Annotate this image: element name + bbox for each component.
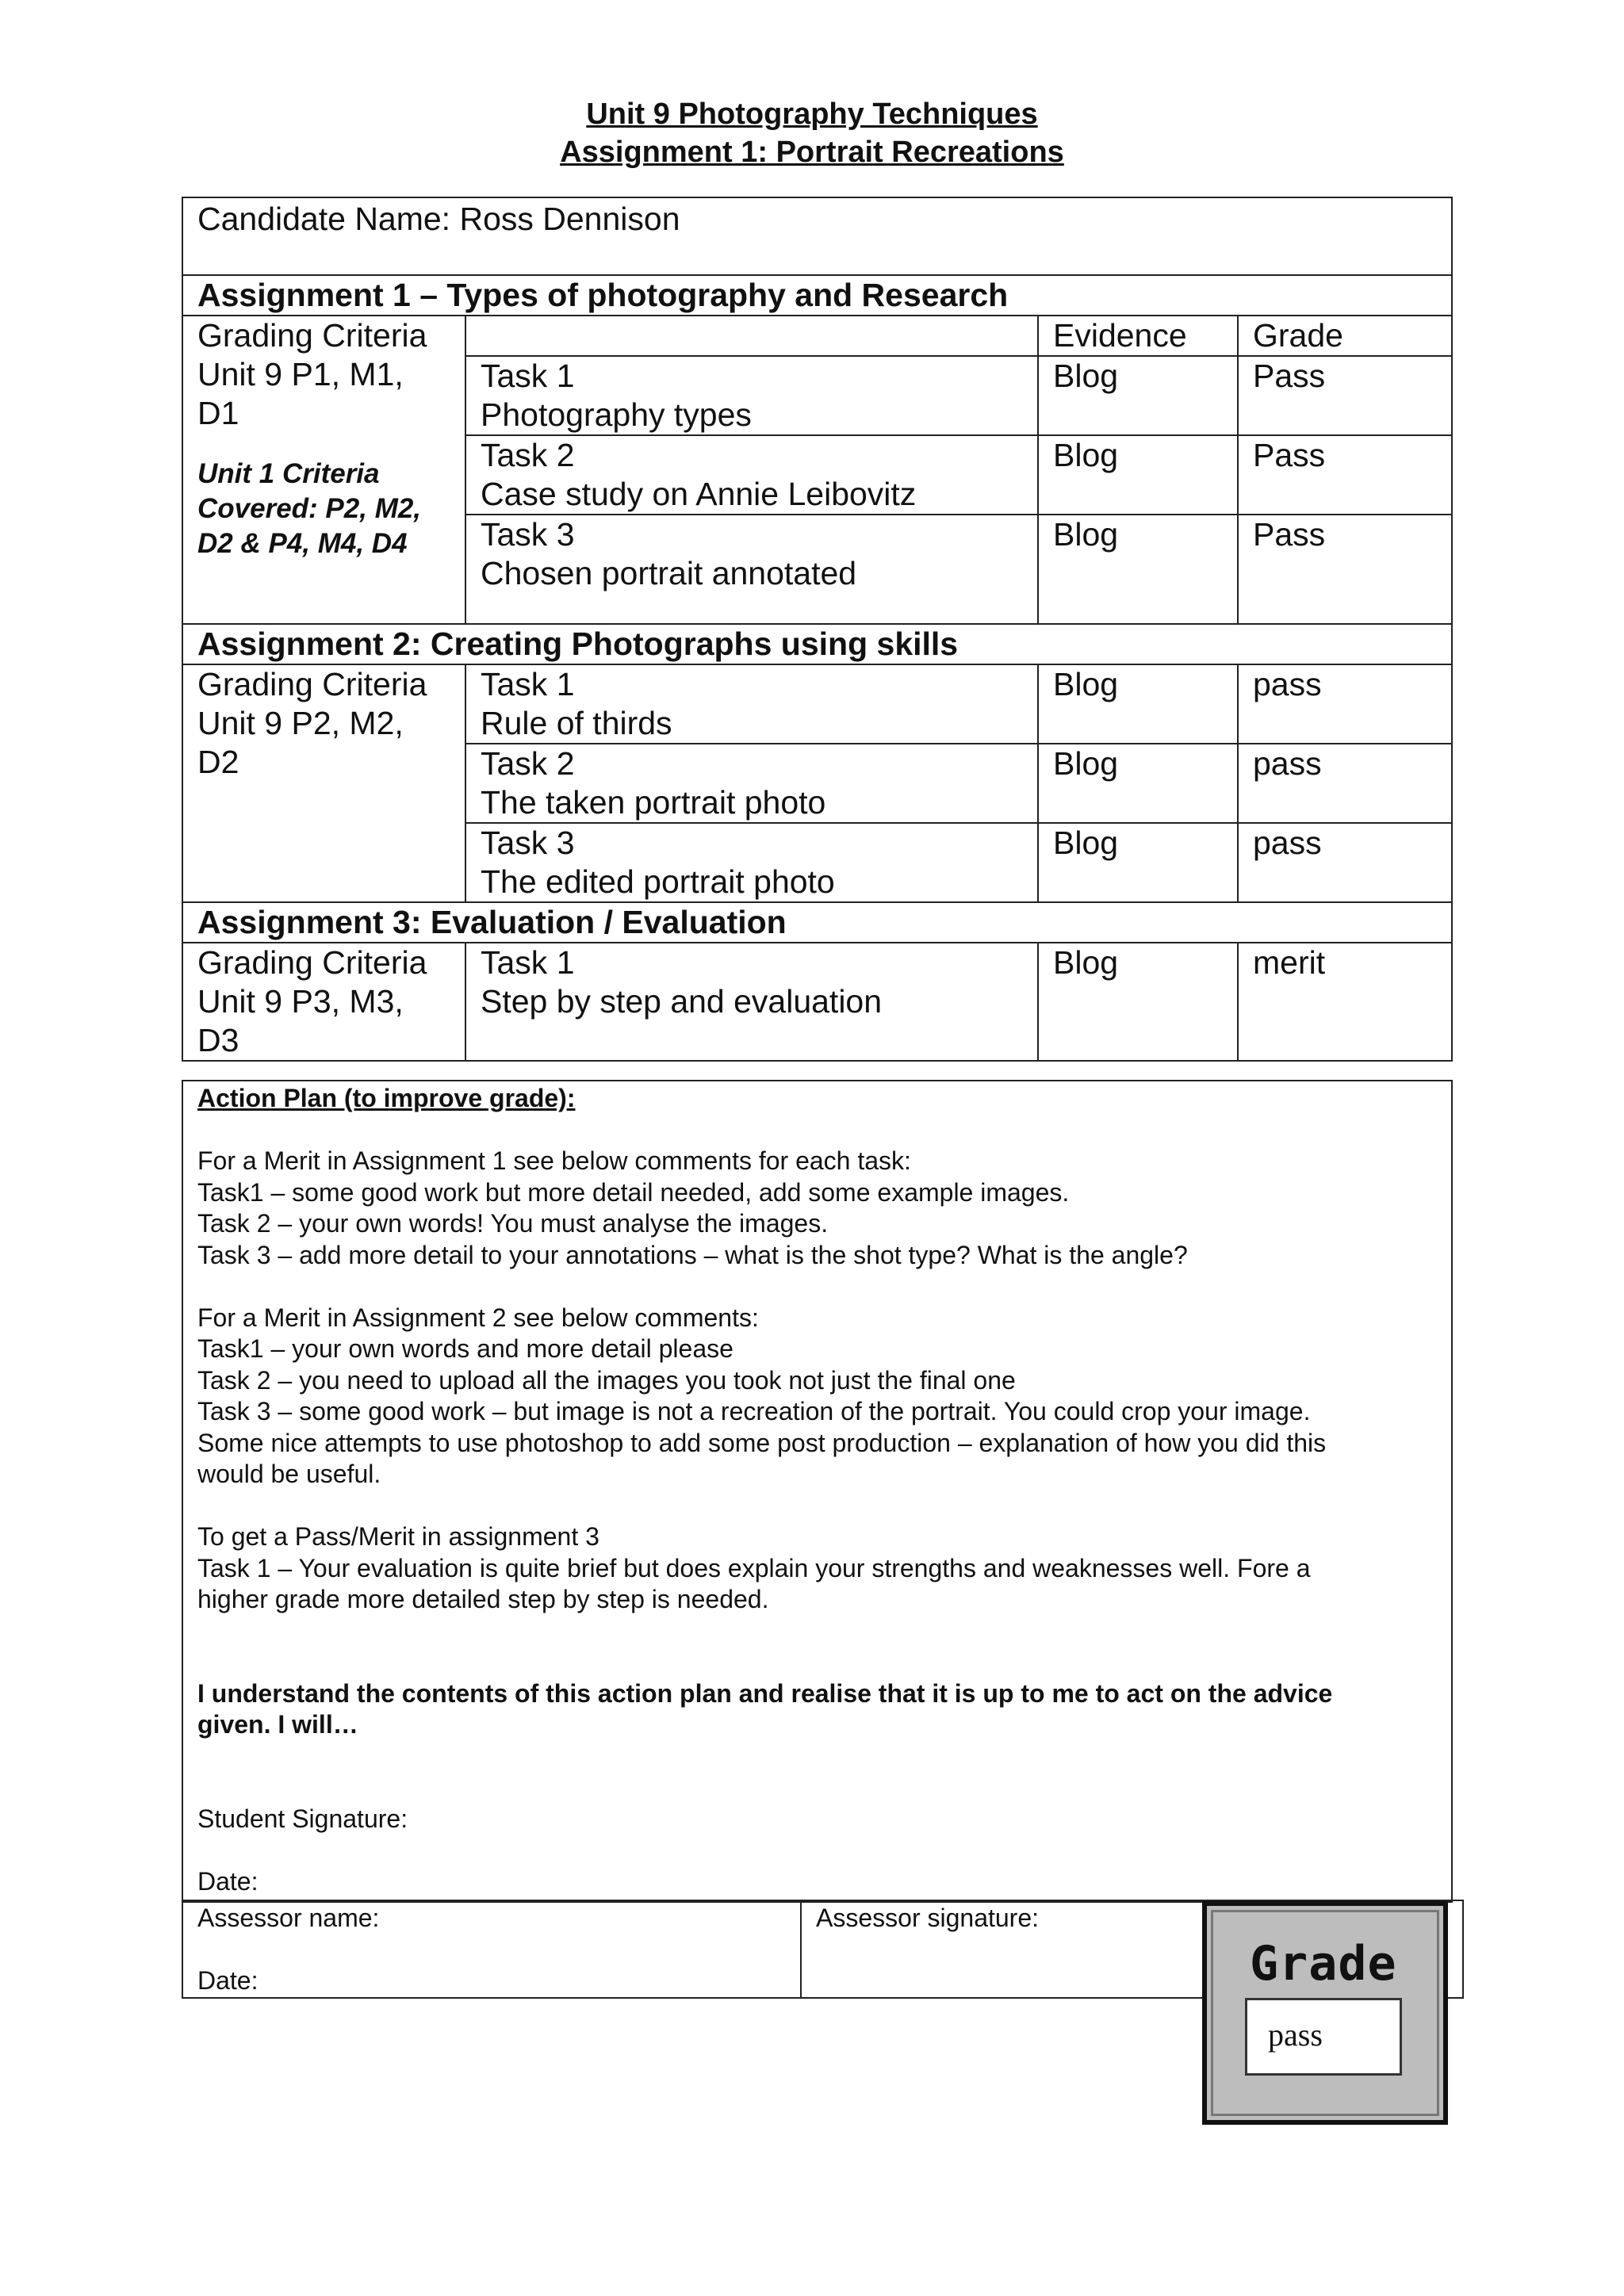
task-evidence: Blog <box>1038 664 1238 744</box>
assignment3-heading-row <box>182 902 1452 943</box>
task-grade: pass <box>1238 823 1452 902</box>
criteria-line: D3 <box>197 1022 239 1058</box>
grade-stamp-value: pass <box>1268 2017 1323 2053</box>
task-description: Case study on Annie Leibovitz <box>481 476 917 512</box>
assessor-date-label: Date: <box>197 1966 259 1995</box>
action-plan-line: higher grade more detailed step by step is needed. <box>197 1585 769 1613</box>
action-plan <box>182 1080 1453 1903</box>
action-plan-line: To get a Pass/Merit in assignment 3 <box>197 1522 599 1551</box>
task-grade: Pass <box>1238 515 1452 624</box>
action-plan-line: Task 2 – your own words! You must analyse the images. <box>197 1209 829 1238</box>
action-plan-line: Task 3 – add more detail to your annotations – what is the shot type? What is the angle? <box>197 1240 1188 1269</box>
unit1-criteria-line: Unit 1 Criteria <box>197 458 380 489</box>
criteria-line: D2 <box>197 744 239 780</box>
action-plan-heading: Action Plan (to improve grade): <box>197 1084 576 1112</box>
assessor-name-cell <box>182 1900 801 1998</box>
task-name: Task 1 <box>481 944 575 981</box>
criteria-line: Unit 9 P1, M1, <box>197 356 404 392</box>
assignment3-criteria <box>182 943 465 1061</box>
action-plan-line: Task 1 – Your evaluation is quite brief but does explain your strengths and weaknesses well. Fore a <box>197 1553 1311 1582</box>
declaration-line: given. I will… <box>197 1710 358 1739</box>
task-name: Task 1 <box>481 666 575 702</box>
task-grade: pass <box>1238 744 1452 823</box>
student-signature-label: Student Signature: <box>197 1804 408 1833</box>
page-subtitle: Assignment 1: Portrait Recreations <box>560 136 1064 169</box>
grade-stamp-box <box>1245 1998 1402 2076</box>
task-grade: pass <box>1238 664 1452 744</box>
action-plan-line: Task 3 – some good work – but image is not a recreation of the portrait. You could crop your image. <box>197 1397 1311 1425</box>
table-row <box>182 943 1452 1061</box>
assessor-signature-label: Assessor signature: <box>816 1904 1040 1932</box>
task-evidence: Blog <box>1038 435 1238 515</box>
task-grade: Pass <box>1238 435 1452 515</box>
task-description: The taken portrait photo <box>481 784 826 821</box>
task-evidence: Blog <box>1038 356 1238 435</box>
table-row <box>182 664 1452 744</box>
unit1-criteria-line: D2 & P4, M4, D4 <box>197 528 408 559</box>
page-title: Unit 9 Photography Techniques <box>586 98 1038 131</box>
unit1-criteria-line: Covered: P2, M2, <box>197 493 422 524</box>
task-description: Photography types <box>481 396 752 433</box>
task-name: Task 3 <box>481 825 575 861</box>
criteria-line: Grading Criteria <box>197 944 427 981</box>
action-plan-line: Task1 – your own words and more detail please <box>197 1334 733 1363</box>
action-plan-line: For a Merit in Assignment 1 see below comments for each task: <box>197 1146 911 1175</box>
assessment-grid <box>182 197 1453 1062</box>
grade-stamp-label: Grade <box>1250 1936 1397 1992</box>
task-name: Task 2 <box>481 745 575 782</box>
task-description: Rule of thirds <box>481 705 672 741</box>
criteria-line: D1 <box>197 395 239 431</box>
action-plan-line: would be useful. <box>197 1460 381 1488</box>
assignment1-heading: Assignment 1 – Types of photography and Research <box>182 275 1452 316</box>
action-plan-line: Task 2 – you need to upload all the images you took not just the final one <box>197 1365 1016 1395</box>
task-evidence: Blog <box>1038 943 1238 1061</box>
task-name: Task 3 <box>481 516 575 553</box>
assignment1-criteria <box>182 316 465 624</box>
assignment2-heading-row <box>182 624 1452 664</box>
task-description: The edited portrait photo <box>481 863 835 900</box>
task-evidence: Blog <box>1038 823 1238 902</box>
candidate-name: Candidate Name: Ross Dennison <box>182 197 1452 275</box>
task-grade: Pass <box>1238 356 1452 435</box>
grade-column-header: Grade <box>1238 316 1452 356</box>
action-plan-line: Some nice attempts to use photoshop to add some post production – explanation of how you did this <box>197 1428 1327 1457</box>
student-date-label: Date: <box>197 1866 259 1896</box>
task-grade: merit <box>1238 943 1452 1061</box>
assignment2-criteria <box>182 664 465 902</box>
task-description: Chosen portrait annotated <box>481 555 857 591</box>
action-plan-line: For a Merit in Assignment 2 see below comments: <box>197 1303 759 1332</box>
assessor-name-label: Assessor name: <box>197 1904 380 1932</box>
action-plan-line: Task1 – some good work but more detail needed, add some example images. <box>197 1177 1070 1207</box>
task-name: Task 1 <box>481 358 575 394</box>
evidence-column-header: Evidence <box>1038 316 1238 356</box>
assignment1-heading-row <box>182 275 1452 316</box>
criteria-line: Unit 9 P3, M3, <box>197 983 404 1020</box>
task-description: Step by step and evaluation <box>481 983 883 1020</box>
criteria-line: Unit 9 P2, M2, <box>197 705 404 741</box>
grade-stamp <box>1202 1901 1448 2125</box>
criteria-line: Grading Criteria <box>197 317 427 354</box>
candidate-row <box>182 197 1452 275</box>
assignment1-column-header-row <box>182 316 1452 356</box>
declaration-line: I understand the contents of this action plan and realise that it is up to me to act on the advice <box>197 1678 1333 1708</box>
assignment2-heading: Assignment 2: Creating Photographs using skills <box>182 624 1452 664</box>
criteria-line: Grading Criteria <box>197 666 427 702</box>
task-evidence: Blog <box>1038 515 1238 624</box>
assignment3-heading: Assignment 3: Evaluation / Evaluation <box>182 902 1452 943</box>
task-evidence: Blog <box>1038 744 1238 823</box>
task-name: Task 2 <box>481 437 575 473</box>
